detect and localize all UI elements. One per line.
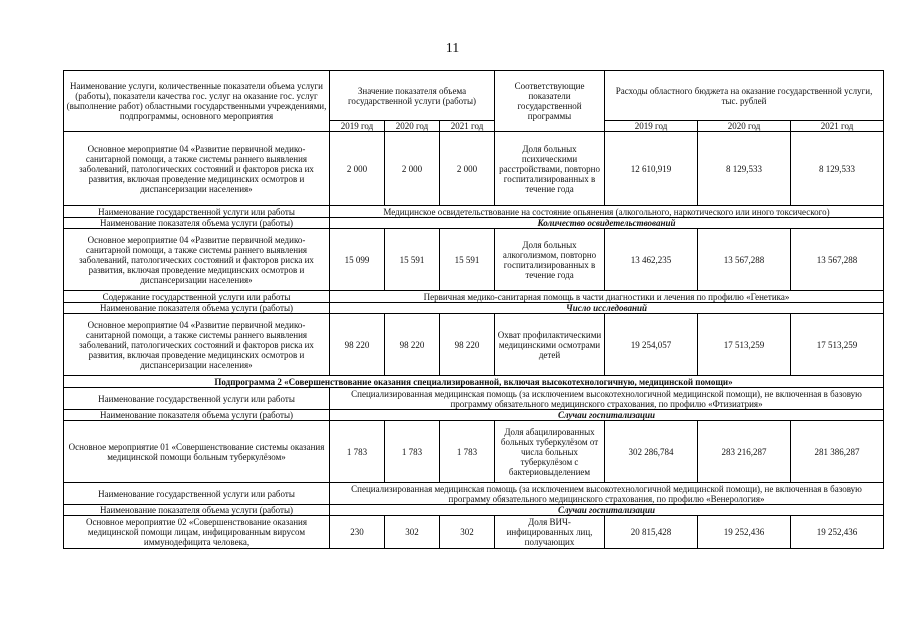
budget-table bbox=[63, 70, 884, 549]
expense-2020: 13 567,288 bbox=[698, 229, 791, 291]
expense-2019: 13 462,235 bbox=[605, 229, 698, 291]
table-row bbox=[64, 314, 884, 376]
volume-label: Наименование показателя объема услуги (работы) bbox=[64, 303, 330, 314]
value-2021: 302 bbox=[440, 516, 495, 549]
expense-2019: 302 286,784 bbox=[605, 421, 698, 483]
expense-2020: 8 129,533 bbox=[698, 132, 791, 206]
subprogram-title: Подпрограмма 2 «Совершенствование оказания специализированной, включая высокотехнологичную, медицинской помощи» bbox=[64, 376, 884, 388]
indicator: Доля больных алкоголизмом, повторно госпитализированных в течение года bbox=[495, 229, 605, 291]
service-label: Наименование государственной услуги или работы bbox=[64, 388, 330, 410]
service-name: Первичная медико-санитарная помощь в части диагностики и лечения по профилю «Генетика» bbox=[330, 291, 884, 303]
service-row bbox=[64, 388, 884, 410]
value-2019: 230 bbox=[330, 516, 385, 549]
indicator: Доля ВИЧ-инфицированных лиц, получающих bbox=[495, 516, 605, 549]
header-indicators: Соответствующие показатели государственной программы bbox=[495, 71, 605, 132]
expense-2020: 283 216,287 bbox=[698, 421, 791, 483]
value-2021: 1 783 bbox=[440, 421, 495, 483]
exp-year-2021: 2021 год bbox=[791, 121, 884, 132]
table-row bbox=[64, 229, 884, 291]
service-row bbox=[64, 206, 884, 218]
volume-row bbox=[64, 303, 884, 314]
expense-2020: 17 513,259 bbox=[698, 314, 791, 376]
year-2020: 2020 год bbox=[385, 121, 440, 132]
volume-row bbox=[64, 218, 884, 229]
expense-2021: 8 129,533 bbox=[791, 132, 884, 206]
volume-row bbox=[64, 505, 884, 516]
value-2019: 98 220 bbox=[330, 314, 385, 376]
volume-label: Наименование показателя объема услуги (работы) bbox=[64, 218, 330, 229]
indicator: Охват профилактическими медицинскими осмотрами детей bbox=[495, 314, 605, 376]
value-2020: 15 591 bbox=[385, 229, 440, 291]
table-row bbox=[64, 132, 884, 206]
subprogram-row bbox=[64, 376, 884, 388]
row-name: Основное мероприятие 04 «Развитие первичной медико-санитарной помощи, а также системы раннего выявления заболеваний, патологических состояний и факторов риска их развития, включая проведение медицинских осмотров и диспансеризации населения» bbox=[64, 229, 330, 291]
value-2019: 15 099 bbox=[330, 229, 385, 291]
expense-2019: 20 815,428 bbox=[605, 516, 698, 549]
exp-year-2020: 2020 год bbox=[698, 121, 791, 132]
volume-label: Наименование показателя объема услуги (работы) bbox=[64, 505, 330, 516]
volume-name: Количество освидетельствований bbox=[330, 218, 884, 229]
expense-2019: 19 254,057 bbox=[605, 314, 698, 376]
row-name: Основное мероприятие 01 «Совершенствование системы оказания медицинской помощи больным туберкулёзом» bbox=[64, 421, 330, 483]
value-2019: 2 000 bbox=[330, 132, 385, 206]
header-service: Наименование услуги, количественные показатели объема услуги (работы), показатели качества гос. услуг на оказание гос. услуг (выполнение работ) областными государственными учреждениями, подпрограммы, основного мероприятия bbox=[64, 71, 330, 132]
expense-2021: 13 567,288 bbox=[791, 229, 884, 291]
table-row bbox=[64, 421, 884, 483]
value-2020: 302 bbox=[385, 516, 440, 549]
table-row bbox=[64, 516, 884, 549]
service-row bbox=[64, 291, 884, 303]
service-label: Содержание государственной услуги или работы bbox=[64, 291, 330, 303]
service-label: Наименование государственной услуги или работы bbox=[64, 206, 330, 218]
indicator: Доля больных психическими расстройствами, повторно госпитализированных в течение года bbox=[495, 132, 605, 206]
year-2021: 2021 год bbox=[440, 121, 495, 132]
page-number: 11 bbox=[445, 41, 460, 56]
value-2021: 15 591 bbox=[440, 229, 495, 291]
row-name: Основное мероприятие 02 «Совершенствование оказания медицинской помощи лицам, инфицированным вирусом иммунодефицита человека, bbox=[64, 516, 330, 549]
value-2020: 98 220 bbox=[385, 314, 440, 376]
volume-name: Случаи госпитализации bbox=[330, 505, 884, 516]
table-header-row bbox=[64, 71, 884, 121]
service-name: Медицинское освидетельствование на состояние опьянения (алкогольного, наркотического или иного токсического) bbox=[330, 206, 884, 218]
row-name: Основное мероприятие 04 «Развитие первичной медико-санитарной помощи, а также системы раннего выявления заболеваний, патологических состояний и факторов риска их развития, включая проведение медицинских осмотров и диспансеризации населения» bbox=[64, 314, 330, 376]
expense-2021: 19 252,436 bbox=[791, 516, 884, 549]
volume-label: Наименование показателя объема услуги (работы) bbox=[64, 410, 330, 421]
volume-name: Случаи госпитализации bbox=[330, 410, 884, 421]
expense-2021: 17 513,259 bbox=[791, 314, 884, 376]
value-2021: 2 000 bbox=[440, 132, 495, 206]
value-2020: 2 000 bbox=[385, 132, 440, 206]
header-expenses: Расходы областного бюджета на оказание государственной услуги, тыс. рублей bbox=[605, 71, 884, 121]
exp-year-2019: 2019 год bbox=[605, 121, 698, 132]
service-name: Специализированная медицинская помощь (за исключением высокотехнологичной медицинской помощи), не включенная в базовую программу обязательного медицинского страхования, по профилю «Фтизиатрия» bbox=[330, 388, 884, 410]
volume-name: Число исследований bbox=[330, 303, 884, 314]
service-label: Наименование государственной услуги или работы bbox=[64, 483, 330, 505]
volume-row bbox=[64, 410, 884, 421]
service-name: Специализированная медицинская помощь (за исключением высокотехнологичной медицинской помощи), не включенная в базовую программу обязательного медицинского страхования, по профилю «Венерология» bbox=[330, 483, 884, 505]
row-name: Основное мероприятие 04 «Развитие первичной медико-санитарной помощи, а также системы раннего выявления заболеваний, патологических состояний и факторов риска их развития, включая проведение медицинских осмотров и диспансеризации населения» bbox=[64, 132, 330, 206]
value-2021: 98 220 bbox=[440, 314, 495, 376]
value-2019: 1 783 bbox=[330, 421, 385, 483]
value-2020: 1 783 bbox=[385, 421, 440, 483]
expense-2021: 281 386,287 bbox=[791, 421, 884, 483]
expense-2020: 19 252,436 bbox=[698, 516, 791, 549]
expense-2019: 12 610,919 bbox=[605, 132, 698, 206]
year-2019: 2019 год bbox=[330, 121, 385, 132]
service-row bbox=[64, 483, 884, 505]
indicator: Доля абацилированных больных туберкулёзом от числа больных туберкулёзом с бактериовыделением bbox=[495, 421, 605, 483]
header-volume: Значение показателя объема государственной услуги (работы) bbox=[330, 71, 495, 121]
